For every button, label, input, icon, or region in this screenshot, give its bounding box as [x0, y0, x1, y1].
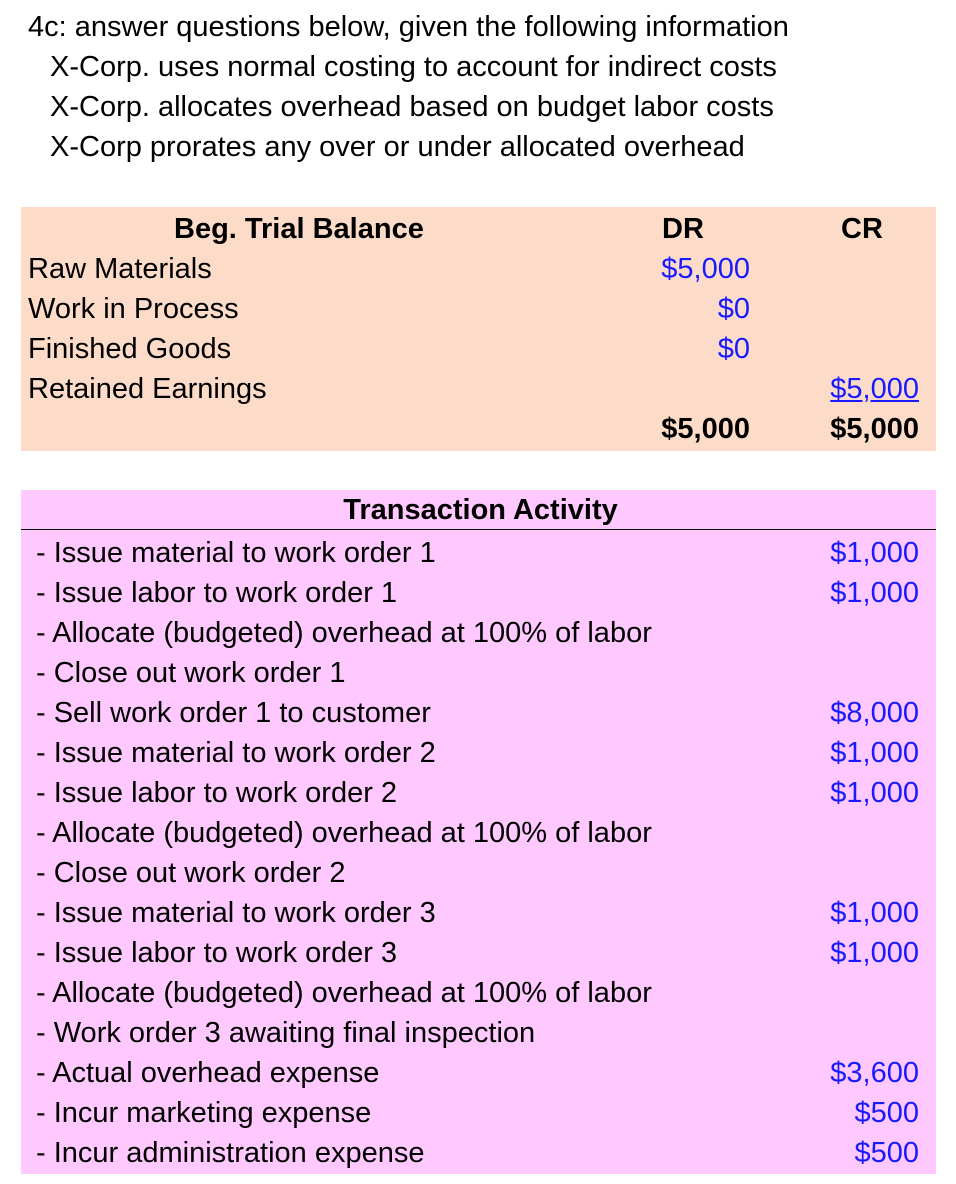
account-name: Finished Goods [28, 333, 232, 365]
instruction-heading: 4c: answer questions below, given the following information [28, 11, 789, 43]
transaction-amount: $1,000 [830, 937, 919, 969]
transaction-description: - Issue labor to work order 3 [36, 937, 398, 969]
table-row [21, 369, 936, 409]
transaction-description: - Sell work order 1 to customer [36, 697, 431, 729]
transaction-description: - Issue material to work order 2 [36, 737, 436, 769]
dr-column-header: DR [662, 213, 704, 245]
transaction-amount: $1,000 [830, 737, 919, 769]
trial-balance-table [21, 207, 936, 451]
transaction-amount: $1,000 [830, 537, 919, 569]
transaction-description: - Actual overhead expense [36, 1057, 380, 1089]
account-name: Retained Earnings [28, 373, 267, 405]
transaction-description: - Incur marketing expense [36, 1097, 372, 1129]
list-item [21, 1053, 936, 1093]
debit-value: $0 [717, 293, 750, 325]
transaction-activity-title [21, 490, 936, 530]
instruction-line: X-Corp. allocates overhead based on budget labor costs [50, 91, 774, 123]
transaction-amount: $1,000 [830, 777, 919, 809]
list-item [21, 573, 936, 613]
transaction-amount: $500 [854, 1097, 919, 1129]
transaction-amount: $8,000 [830, 697, 919, 729]
transaction-amount: $1,000 [830, 897, 919, 929]
transaction-description: - Issue labor to work order 2 [36, 777, 398, 809]
table-row [21, 289, 936, 329]
instruction-line: X-Corp. uses normal costing to account for indirect costs [50, 51, 777, 83]
account-name: Work in Process [28, 293, 239, 325]
transaction-description: - Close out work order 1 [36, 657, 346, 689]
list-item [21, 893, 936, 933]
transaction-description: - Issue labor to work order 1 [36, 577, 398, 609]
transaction-description: - Allocate (budgeted) overhead at 100% of labor [36, 617, 652, 649]
list-item [21, 853, 936, 893]
debit-value: $0 [717, 333, 750, 365]
transaction-description: - Incur administration expense [36, 1137, 425, 1169]
debit-value: $5,000 [661, 253, 750, 285]
table-row [21, 249, 936, 289]
transaction-amount: $3,600 [830, 1057, 919, 1089]
totals-row [21, 409, 936, 449]
transaction-activity-table [21, 490, 936, 1174]
transaction-amount: $1,000 [830, 577, 919, 609]
transaction-description: - Allocate (budgeted) overhead at 100% of labor [36, 817, 652, 849]
list-item [21, 1013, 936, 1053]
transaction-amount: $500 [854, 1137, 919, 1169]
list-item [21, 973, 936, 1013]
list-item [21, 813, 936, 853]
list-item [21, 773, 936, 813]
list-item [21, 1093, 936, 1133]
transaction-activity-title-text: Transaction Activity [343, 494, 618, 526]
transaction-description: - Close out work order 2 [36, 857, 346, 889]
list-item [21, 613, 936, 653]
list-item [21, 653, 936, 693]
list-item [21, 533, 936, 573]
debit-total: $5,000 [661, 413, 750, 445]
trial-balance-title: Beg. Trial Balance [174, 213, 424, 245]
credit-total: $5,000 [830, 413, 919, 445]
credit-value: $5,000 [830, 373, 919, 405]
account-name: Raw Materials [28, 253, 212, 285]
transaction-description: - Issue material to work order 3 [36, 897, 436, 929]
table-row [21, 329, 936, 369]
transaction-description: - Allocate (budgeted) overhead at 100% of labor [36, 977, 652, 1009]
list-item [21, 733, 936, 773]
instruction-line: X-Corp prorates any over or under allocated overhead [50, 131, 745, 163]
list-item [21, 1133, 936, 1173]
transaction-description: - Issue material to work order 1 [36, 537, 436, 569]
list-item [21, 693, 936, 733]
transaction-description: - Work order 3 awaiting final inspection [36, 1017, 536, 1049]
list-item [21, 933, 936, 973]
cr-column-header: CR [841, 213, 883, 245]
trial-balance-header-row [21, 209, 936, 249]
